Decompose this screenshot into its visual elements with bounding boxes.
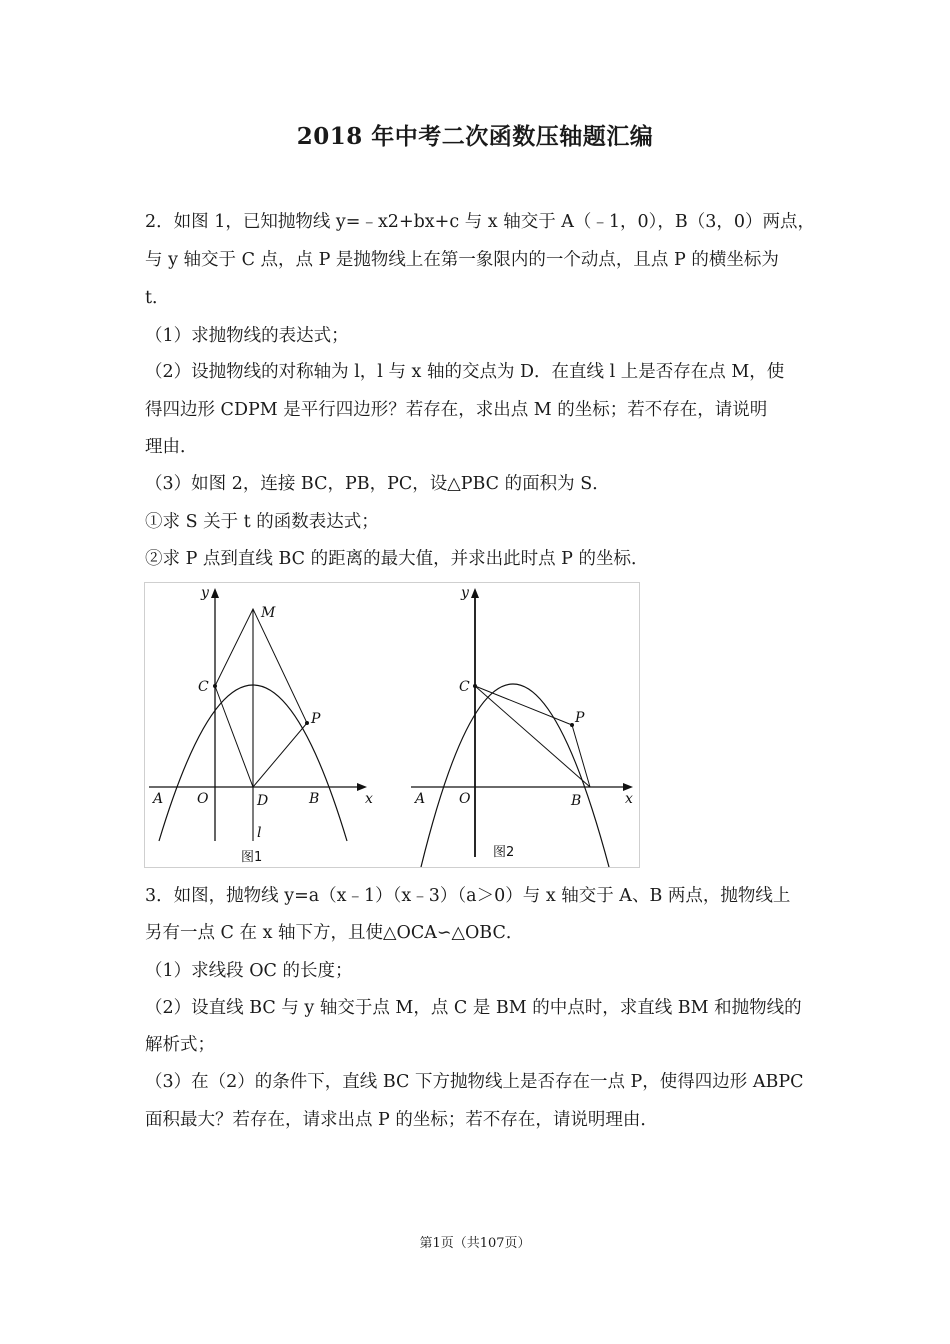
fig2-label-x: x (625, 791, 633, 807)
fig2-y-arrow (471, 588, 479, 598)
fig1-point-c (213, 684, 217, 688)
page-title: 2018 年中考二次函数压轴题汇编 (296, 123, 654, 150)
fig2-label-y: y (461, 585, 469, 601)
fig1-x-arrow (357, 783, 367, 791)
fig2-label-c: C (459, 679, 470, 695)
fig1-label-a: A (153, 791, 164, 807)
page-footer: 第1页（共107页） (419, 1236, 531, 1251)
problem2-line-6: 得四边形 CDPM 是平行四边形？若存在，求出点 M 的坐标；若不存在，请说明 (145, 400, 768, 420)
problem3-line-7: 面积最大？若存在，请求出点 P 的坐标；若不存在，请说明理由． (145, 1110, 658, 1130)
problem3-line-1: 3．如图，抛物线 y=a（x﹣1）（x﹣3）（a＞0）与 x 轴交于 A、B 两点，抛物线上 (145, 886, 791, 906)
fig1-label-m: M (261, 605, 276, 621)
figures-svg (145, 583, 639, 867)
fig2-point-p (570, 723, 574, 727)
fig1-caption: 图1 (241, 850, 263, 865)
problem2-line-9: ①求 S 关于 t 的函数表达式； (145, 512, 379, 532)
problem2-line-8: （3）如图 2，连接 BC，PB，PC，设△PBC 的面积为 S． (145, 474, 610, 494)
fig2-segment-bc (475, 686, 590, 787)
figure-box (144, 582, 640, 868)
problem2-line-3: t． (145, 288, 170, 308)
fig1-parallelogram (215, 609, 307, 787)
problem3-line-4: （2）设直线 BC 与 y 轴交于点 M，点 C 是 BM 的中点时，求直线 BM 和抛物线的 (145, 998, 802, 1018)
problem2-line-4: （1）求抛物线的表达式； (145, 326, 349, 346)
fig2-point-c (473, 684, 477, 688)
fig1-label-x: x (365, 791, 373, 807)
problem2-line-2: 与 y 轴交于 C 点，点 P 是抛物线上在第一象限内的一个动点，且点 P 的横坐标为 (145, 250, 779, 270)
fig1-label-l: l (257, 825, 262, 841)
problem2-line-1: 2．如图 1，已知抛物线 y=﹣x2+bx+c 与 x 轴交于 A（﹣1，0），B（3，0）两点， (145, 212, 816, 232)
fig1-label-y: y (201, 585, 209, 601)
figure-2 (411, 585, 633, 867)
fig2-label-o: O (459, 791, 471, 807)
fig2-x-arrow (623, 783, 633, 791)
fig1-label-d: D (257, 793, 269, 809)
fig1-label-c: C (198, 679, 209, 695)
fig2-segment-pc (475, 686, 572, 725)
fig1-point-p (305, 721, 309, 725)
figure-1 (149, 585, 373, 865)
fig1-label-p: P (311, 711, 321, 727)
fig1-y-arrow (211, 588, 219, 598)
problem3-line-2: 另有一点 C 在 x 轴下方，且使△OCA∽△OBC． (145, 923, 524, 943)
fig2-label-b: B (571, 793, 582, 809)
fig2-label-a: A (415, 791, 426, 807)
fig1-label-o: O (197, 791, 209, 807)
problem3-line-3: （1）求线段 OC 的长度； (145, 961, 353, 981)
problem2-line-7: 理由． (145, 437, 198, 457)
problem2-line-5: （2）设抛物线的对称轴为 l，l 与 x 轴的交点为 D．在直线 l 上是否存在点 M，使 (145, 362, 785, 382)
fig2-caption: 图2 (493, 845, 515, 860)
problem2-line-10: ②求 P 点到直线 BC 的距离的最大值，并求出此时点 P 的坐标． (145, 549, 649, 569)
fig1-label-b: B (309, 791, 320, 807)
problem3-line-6: （3）在（2）的条件下，直线 BC 下方抛物线上是否存在一点 P，使得四边形 ABPC (145, 1072, 804, 1092)
problem3-line-5: 解析式； (145, 1035, 215, 1055)
fig2-label-p: P (575, 710, 585, 726)
